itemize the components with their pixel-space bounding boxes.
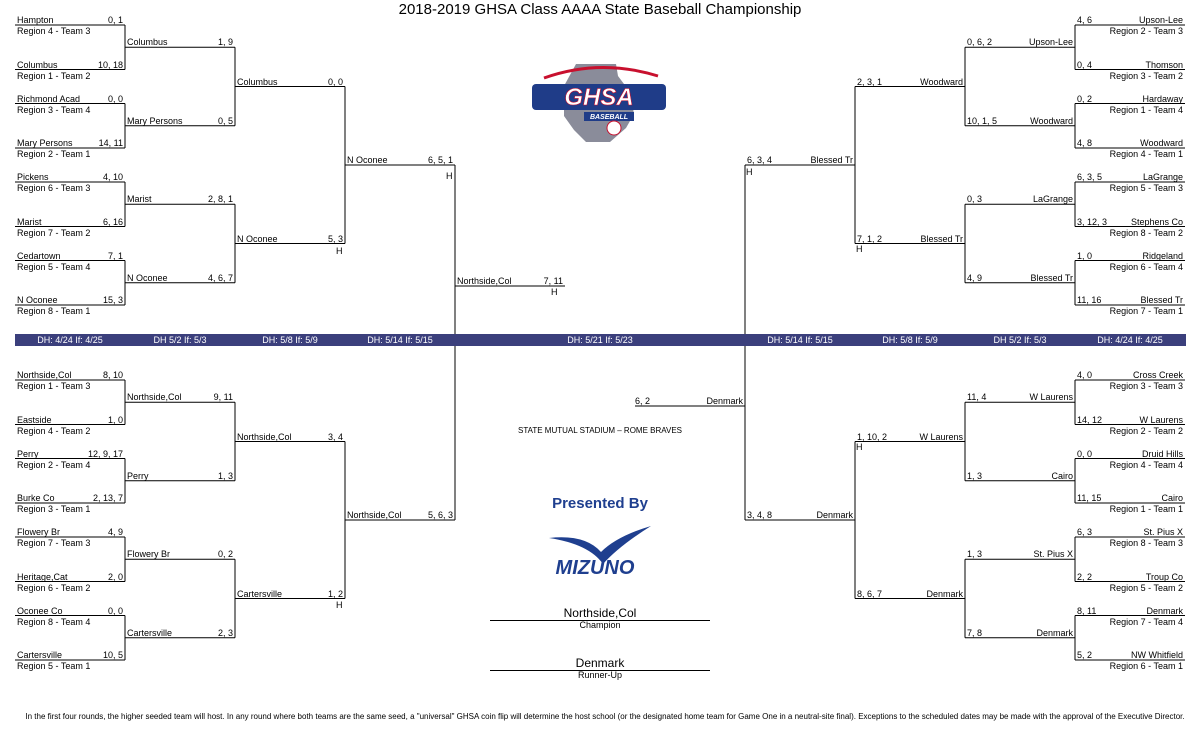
team-name: Denmark: [816, 510, 853, 520]
team-score: 0, 6, 2: [967, 37, 993, 48]
team-seed: Region 1 - Team 3: [17, 381, 91, 391]
team-score: 12, 9, 17: [87, 448, 123, 459]
team-seed: Region 7 - Team 3: [17, 538, 91, 548]
team-score: 11, 16: [1077, 295, 1102, 305]
team-seed: Region 5 - Team 3: [1109, 183, 1183, 193]
team-name: Flowery Br: [127, 549, 171, 560]
team-seed: Region 8 - Team 3: [1109, 538, 1183, 548]
team-name: Eastside: [17, 414, 52, 425]
team-score: 1, 0: [1077, 250, 1093, 261]
team-name: Perry: [17, 448, 39, 459]
team-score: 10, 1, 5: [967, 115, 998, 126]
champion-team: Northside,Col: [563, 606, 637, 620]
team-score: 9, 11: [213, 392, 233, 403]
team-score: 10, 5: [102, 650, 123, 660]
sponsor-block: [545, 495, 655, 579]
team-seed: Region 7 - Team 4: [1109, 616, 1183, 627]
team-score: 6, 16: [102, 216, 123, 227]
team-name: Oconee Co: [17, 605, 63, 616]
team-seed: Region 2 - Team 1: [17, 149, 91, 159]
team-seed: Region 1 - Team 1: [1109, 504, 1183, 514]
team-name: Columbus: [17, 59, 58, 70]
team-seed: Region 1 - Team 4: [1109, 104, 1183, 115]
team-score: 4, 0: [1077, 370, 1093, 380]
team-seed: Region 4 - Team 1: [1109, 149, 1183, 159]
team-seed: Region 3 - Team 4: [17, 104, 91, 115]
team-score: 5, 2: [1077, 650, 1093, 660]
team-score: 8, 6, 7: [857, 588, 883, 599]
team-name: Denmark: [706, 396, 743, 406]
date-label: DH 5/2 If: 5/3: [993, 335, 1047, 345]
team-name: Upson-Lee: [1138, 15, 1183, 25]
presented-by-label: Presented By: [552, 495, 648, 512]
team-name: Northside,Col: [347, 510, 402, 520]
team-name: Blessed Tr: [920, 233, 963, 244]
footer-note: In the first four rounds, the higher seeded team will host. In any round where both teams are the same seed, a "universal" GHSA coin flip will determine the host school (or the designated home team for Game One in a neutral-site final). Exceptions to the scheduled dates may be made with the approval of the Executive Director.: [25, 712, 1185, 721]
team-seed: Region 6 - Team 2: [17, 582, 91, 593]
team-name: Cartersville: [17, 650, 63, 660]
team-name: Ridgeland: [1142, 250, 1183, 261]
team-score: 1, 0: [107, 414, 123, 425]
team-seed: Region 4 - Team 3: [17, 26, 91, 36]
team-score: 2, 0: [107, 571, 123, 582]
team-name: LaGrange: [1142, 172, 1183, 182]
team-score: 8, 11: [1077, 605, 1097, 616]
team-score: 0, 1: [107, 15, 123, 25]
team-score: 3, 12, 3: [1077, 216, 1108, 227]
date-label: DH: 5/21 If: 5/23: [567, 335, 633, 345]
team-score: 6, 3, 5: [1077, 172, 1103, 182]
team-name: Mary Persons: [127, 115, 183, 126]
team-score: 6, 2: [635, 396, 651, 406]
host-marker: H: [446, 171, 453, 181]
team-name: St. Pius X: [1033, 549, 1073, 560]
runner-up-team: Denmark: [575, 656, 625, 670]
team-score: 5, 6, 3: [427, 510, 453, 520]
team-score: 0, 0: [107, 605, 123, 616]
team-score: 14, 11: [98, 138, 123, 148]
team-name: Troup Co: [1145, 571, 1183, 582]
team-score: 11, 15: [1077, 493, 1102, 503]
host-marker: H: [336, 600, 343, 610]
team-name: Thomson: [1145, 59, 1183, 70]
schedule-bar: [15, 334, 1186, 346]
team-name: Blessed Tr: [1030, 272, 1073, 283]
team-score: 0, 3: [967, 194, 983, 205]
team-name: LaGrange: [1032, 194, 1073, 205]
team-name: Mary Persons: [17, 138, 73, 148]
ghsa-logo-graphic: [530, 56, 670, 146]
team-score: 10, 18: [97, 59, 123, 70]
date-label: DH: 5/14 If: 5/15: [767, 335, 833, 345]
team-seed: Region 6 - Team 1: [1109, 661, 1183, 671]
team-seed: Region 5 - Team 4: [17, 261, 91, 272]
team-seed: Region 6 - Team 4: [1109, 261, 1183, 272]
team-name: Flowery Br: [17, 527, 61, 537]
host-marker: H: [746, 167, 753, 177]
team-name: Denmark: [1036, 627, 1073, 638]
logo-wordmark: GHSA: [564, 84, 634, 111]
team-name: Northside,Col: [17, 370, 72, 380]
team-seed: Region 3 - Team 3: [1109, 381, 1183, 391]
team-name: Denmark: [1146, 605, 1183, 616]
team-score: 4, 10: [102, 172, 123, 182]
team-name: W Laurens: [1029, 392, 1073, 403]
team-score: 4, 8: [1077, 138, 1093, 148]
team-seed: Region 8 - Team 1: [17, 306, 91, 316]
team-name: Burke Co: [17, 493, 55, 503]
team-score: 4, 9: [107, 527, 123, 537]
ghsa-logo: [530, 56, 670, 151]
host-marker: H: [336, 246, 343, 256]
team-score: 5, 3: [327, 233, 343, 244]
team-score: 1, 3: [967, 549, 983, 560]
date-label: DH: 4/24 If: 4/25: [37, 335, 103, 345]
host-marker: H: [856, 442, 863, 452]
team-score: 0, 2: [217, 549, 233, 560]
team-seed: Region 5 - Team 2: [1109, 582, 1183, 593]
team-name: Cairo: [1051, 470, 1073, 481]
team-name: Denmark: [926, 588, 963, 599]
team-name: St. Pius X: [1143, 527, 1183, 537]
page-title: 2018-2019 GHSA Class AAAA State Baseball Championship: [398, 1, 802, 18]
team-score: 7, 1, 2: [857, 233, 883, 244]
team-score: 6, 3, 4: [747, 155, 773, 165]
team-name: NW Whitfield: [1130, 650, 1183, 660]
team-score: 2, 3, 1: [857, 76, 883, 87]
team-score: 2, 13, 7: [92, 493, 123, 503]
team-score: 3, 4: [327, 431, 343, 442]
team-score: 0, 0: [1077, 448, 1093, 459]
team-name: Woodward: [1140, 138, 1183, 148]
team-name: N Oconee: [237, 233, 278, 244]
team-score: 0, 0: [327, 76, 343, 87]
team-seed: Region 3 - Team 2: [1109, 70, 1183, 81]
team-name: Perry: [127, 470, 149, 481]
team-score: 11, 4: [967, 392, 987, 403]
team-seed: Region 1 - Team 2: [17, 70, 91, 81]
team-score: 3, 4, 8: [747, 510, 773, 520]
team-name: Hampton: [17, 15, 54, 25]
team-score: 14, 12: [1077, 414, 1103, 425]
team-name: Northside,Col: [237, 431, 292, 442]
team-score: 1, 2: [327, 588, 343, 599]
team-name: Woodward: [920, 76, 963, 87]
team-name: Columbus: [237, 76, 278, 87]
team-name: Richmond Acad: [17, 93, 81, 104]
team-name: W Laurens: [919, 431, 963, 442]
date-label: DH: 4/24 If: 4/25: [1097, 335, 1163, 345]
team-score: 15, 3: [102, 295, 123, 305]
team-name: Upson-Lee: [1028, 37, 1073, 48]
team-name: W Laurens: [1139, 414, 1183, 425]
team-name: Marist: [17, 216, 42, 227]
team-name: Cartersville: [127, 627, 173, 638]
team-name: N Oconee: [127, 272, 168, 283]
team-seed: Region 6 - Team 3: [17, 183, 91, 193]
team-score: 1, 9: [217, 37, 233, 48]
logo-subtext: BASEBALL: [589, 114, 629, 121]
team-score: 4, 6: [1077, 15, 1093, 25]
team-score: 2, 2: [1077, 571, 1093, 582]
team-name: Druid Hills: [1141, 448, 1183, 459]
team-name: N Oconee: [17, 295, 58, 305]
team-score: 6, 5, 1: [427, 155, 453, 165]
team-score: 0, 2: [1077, 93, 1093, 104]
host-marker: H: [856, 244, 863, 254]
team-seed: Region 4 - Team 4: [1109, 459, 1183, 470]
team-score: 6, 3: [1077, 527, 1093, 537]
date-label: DH: 5/14 If: 5/15: [367, 335, 433, 345]
team-seed: Region 2 - Team 3: [1109, 26, 1183, 36]
team-seed: Region 7 - Team 2: [17, 227, 91, 238]
team-name: Woodward: [1030, 115, 1073, 126]
team-score: 7, 8: [967, 627, 983, 638]
team-name: Stephens Co: [1130, 216, 1183, 227]
team-seed: Region 8 - Team 4: [17, 616, 91, 627]
team-seed: Region 4 - Team 2: [17, 425, 91, 436]
date-label: DH 5/2 If: 5/3: [153, 335, 207, 345]
team-seed: Region 5 - Team 1: [17, 661, 91, 671]
team-seed: Region 3 - Team 1: [17, 504, 91, 514]
team-name: Columbus: [127, 37, 168, 48]
team-score: 0, 4: [1077, 59, 1093, 70]
mizuno-wordmark: MIZUNO: [555, 557, 635, 574]
runner-up-label: Runner-Up: [577, 670, 623, 680]
team-seed: Region 2 - Team 2: [1109, 425, 1183, 436]
team-name: Blessed Tr: [1140, 295, 1183, 305]
team-seed: Region 7 - Team 1: [1109, 306, 1183, 316]
team-score: 8, 10: [102, 370, 123, 380]
team-score: 1, 10, 2: [857, 431, 888, 442]
team-name: Hardaway: [1142, 93, 1183, 104]
team-name: Cartersville: [237, 588, 283, 599]
team-score: 7, 1: [107, 250, 123, 261]
mizuno-logo: [545, 512, 655, 574]
team-score: 2, 8, 1: [207, 194, 233, 205]
team-name: Marist: [127, 194, 152, 205]
host-marker: H: [551, 287, 558, 297]
team-score: 1, 3: [967, 470, 983, 481]
team-score: 2, 3: [217, 627, 233, 638]
date-label: DH: 5/8 If: 5/9: [262, 335, 318, 345]
team-seed: Region 8 - Team 2: [1109, 227, 1183, 238]
team-score: 4, 6, 7: [207, 272, 233, 283]
team-score: 4, 9: [967, 272, 983, 283]
team-score: 7, 11: [543, 276, 563, 286]
team-name: Northside,Col: [127, 392, 182, 403]
team-score: 0, 0: [107, 93, 123, 104]
team-name: Cedartown: [17, 250, 61, 261]
team-name: Cairo: [1161, 493, 1183, 503]
team-name: Blessed Tr: [810, 155, 853, 165]
team-name: Cross Creek: [1132, 370, 1183, 380]
champion-label: Champion: [579, 620, 621, 630]
team-name: Northside,Col: [457, 276, 512, 286]
date-label: DH: 5/8 If: 5/9: [882, 335, 938, 345]
team-name: Pickens: [17, 172, 49, 182]
team-name: N Oconee: [347, 155, 388, 165]
team-seed: Region 2 - Team 4: [17, 459, 91, 470]
team-name: Heritage,Cat: [17, 571, 68, 582]
venue-label: STATE MUTUAL STADIUM – ROME BRAVES: [517, 426, 683, 435]
team-score: 0, 5: [217, 115, 233, 126]
team-score: 1, 3: [217, 470, 233, 481]
